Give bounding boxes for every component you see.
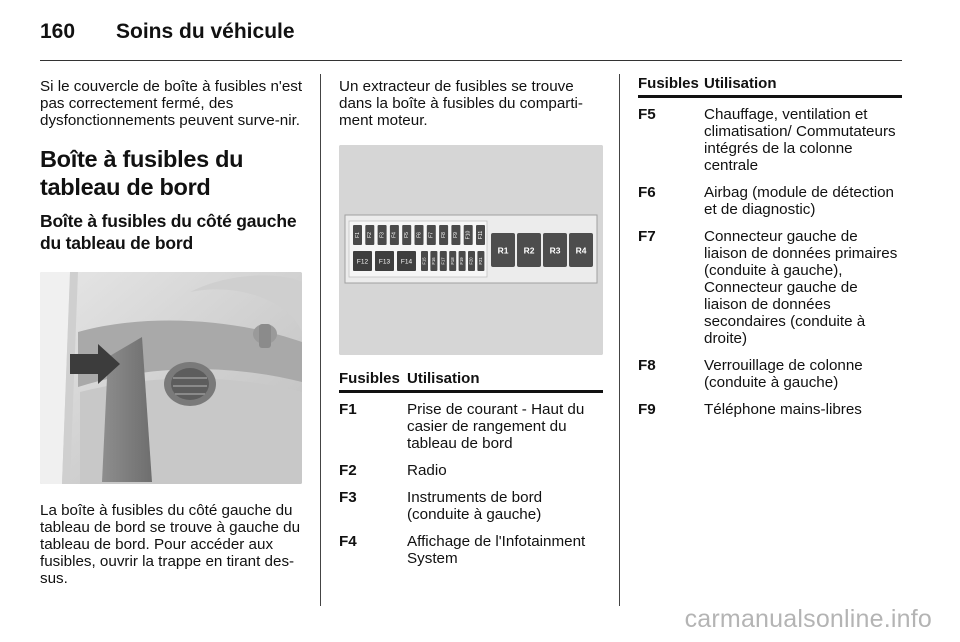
fuse-row-f8	[638, 357, 902, 391]
svg-text:F15: F15	[421, 257, 427, 265]
fuse-usage: Instruments de bord (conduite à gauche)	[407, 489, 543, 523]
svg-text:F5: F5	[404, 232, 411, 238]
section-heading: Boîte à fusibles du tableau de bord	[40, 146, 244, 200]
fuse-code: F4	[339, 533, 357, 550]
fuse-code: F9	[638, 401, 656, 418]
chapter-title: Soins du véhicule	[116, 20, 295, 43]
dashboard-illustration	[40, 272, 302, 484]
header-fuses: Fusibles	[638, 75, 699, 92]
fuse-slot-f7	[427, 225, 436, 245]
fuse-slot-f15	[421, 251, 428, 271]
fuse-extractor-note: Un extracteur de fusibles se trouve dans la boîte à fusibles du comparti-ment moteur.	[339, 78, 583, 129]
fuse-code: F7	[638, 228, 656, 245]
svg-text:F17: F17	[440, 257, 446, 265]
fuse-row-f9	[638, 401, 902, 418]
column-divider-2	[619, 74, 620, 606]
svg-text:F18: F18	[449, 257, 455, 265]
svg-text:F19: F19	[459, 257, 465, 265]
fuse-slot-f19	[459, 251, 466, 271]
fuse-slot-f21	[477, 251, 484, 271]
header-rule	[40, 60, 902, 61]
svg-text:R3: R3	[549, 245, 561, 256]
fuse-row-f4	[339, 533, 603, 567]
fuse-slot-f18	[449, 251, 456, 271]
column-2	[339, 76, 603, 567]
fusebox-location-caption: La boîte à fusibles du côté gauche du tableau de bord se trouve à gauche du tableau de bord. Pour accéder aux fusibles, ouvrir la trappe en tirant des-sus.	[40, 502, 301, 587]
fuse-usage: Prise de courant - Haut du casier de rangement du tableau de bord	[407, 401, 585, 452]
svg-text:F1: F1	[354, 232, 361, 238]
subsection-heading: Boîte à fusibles du côté gauche du tableau de bord	[40, 211, 297, 253]
svg-text:F2: F2	[367, 232, 374, 238]
fuse-code: F1	[339, 401, 357, 418]
fuse-code: F2	[339, 462, 357, 479]
fuse-slot-f6	[415, 225, 424, 245]
fuse-row-f5	[638, 106, 902, 174]
header-usage: Utilisation	[704, 75, 777, 92]
fuse-slot-f12	[353, 251, 372, 271]
fuse-slot-f5	[402, 225, 411, 245]
svg-text:F4: F4	[391, 232, 398, 238]
fuse-slot-f16	[430, 251, 437, 271]
fuse-slot-f14	[397, 251, 416, 271]
svg-text:R1: R1	[497, 245, 509, 256]
svg-text:F13: F13	[378, 258, 391, 266]
dashboard-photo	[40, 272, 302, 484]
svg-text:F9: F9	[453, 232, 460, 238]
column-3	[638, 76, 902, 418]
fuse-usage: Radio	[407, 462, 447, 479]
page-number: 160	[40, 20, 76, 43]
svg-text:F8: F8	[440, 232, 447, 238]
fuse-slot-f17	[440, 251, 447, 271]
fuse-slot-f1	[353, 225, 362, 245]
fuse-table-1	[339, 401, 603, 567]
svg-text:R4: R4	[575, 245, 587, 256]
svg-text:R2: R2	[523, 245, 535, 256]
fuse-code: F5	[638, 106, 656, 123]
svg-text:F3: F3	[379, 232, 386, 238]
watermark: carmanualsonline.info	[684, 605, 932, 633]
fuse-row-f2	[339, 462, 603, 479]
svg-text:F21: F21	[478, 257, 484, 265]
fuse-slot-f4	[390, 225, 399, 245]
fuse-slot-f13	[375, 251, 394, 271]
column-divider-1	[320, 74, 321, 606]
svg-text:F20: F20	[468, 257, 474, 265]
svg-text:F11: F11	[477, 230, 484, 240]
svg-text:F12: F12	[356, 258, 369, 266]
fuse-row-f3	[339, 489, 603, 523]
fuse-usage: Téléphone mains-libres	[704, 401, 862, 418]
fuse-row-f6	[638, 184, 902, 218]
fuse-row-f7	[638, 228, 902, 347]
fuse-usage: Affichage de l'Infotainment System	[407, 533, 586, 567]
relay-r2	[517, 233, 541, 267]
fusebox-diagram	[339, 145, 603, 355]
svg-text:F6: F6	[416, 232, 423, 238]
fuse-slot-f8	[439, 225, 448, 245]
fuse-usage: Connecteur gauche de liaison de données primaires (conduite à gauche), Connecteur gauche de liaison de données secondaires (conduite à droite)	[704, 228, 898, 347]
header-fuses: Fusibles	[339, 370, 400, 387]
fuse-slot-f10	[464, 225, 473, 245]
fuse-slot-f3	[378, 225, 387, 245]
fuse-usage: Chauffage, ventilation et climatisation/ Commutateurs intégrés de la colonne centrale	[704, 106, 896, 174]
fuse-slot-f11	[476, 225, 485, 245]
fuse-slot-f9	[451, 225, 460, 245]
header-usage: Utilisation	[407, 370, 480, 387]
fusebox-illustration	[339, 145, 603, 355]
relay-r3	[543, 233, 567, 267]
fuse-table-header	[638, 74, 902, 98]
fuse-usage: Verrouillage de colonne (conduite à gauche)	[704, 357, 863, 391]
svg-text:F14: F14	[400, 258, 413, 266]
fuse-row-f1	[339, 401, 603, 452]
relay-r1	[491, 233, 515, 267]
fuse-table-2	[638, 106, 902, 418]
intro-paragraph: Si le couvercle de boîte à fusibles n'est pas correctement fermé, des dysfonctionnements peuvent surve-nir.	[40, 78, 303, 129]
fuse-table-header	[339, 369, 603, 393]
fuse-code: F6	[638, 184, 656, 201]
fuse-slot-f20	[468, 251, 475, 271]
fuse-usage: Airbag (module de détection et de diagnostic)	[704, 184, 894, 218]
svg-text:F7: F7	[428, 232, 435, 238]
fuse-code: F3	[339, 489, 357, 506]
fuse-code: F8	[638, 357, 656, 374]
column-1	[40, 76, 306, 587]
svg-text:F16: F16	[431, 257, 437, 265]
relay-r4	[569, 233, 593, 267]
fuse-slot-f2	[365, 225, 374, 245]
svg-text:F10: F10	[465, 230, 472, 240]
